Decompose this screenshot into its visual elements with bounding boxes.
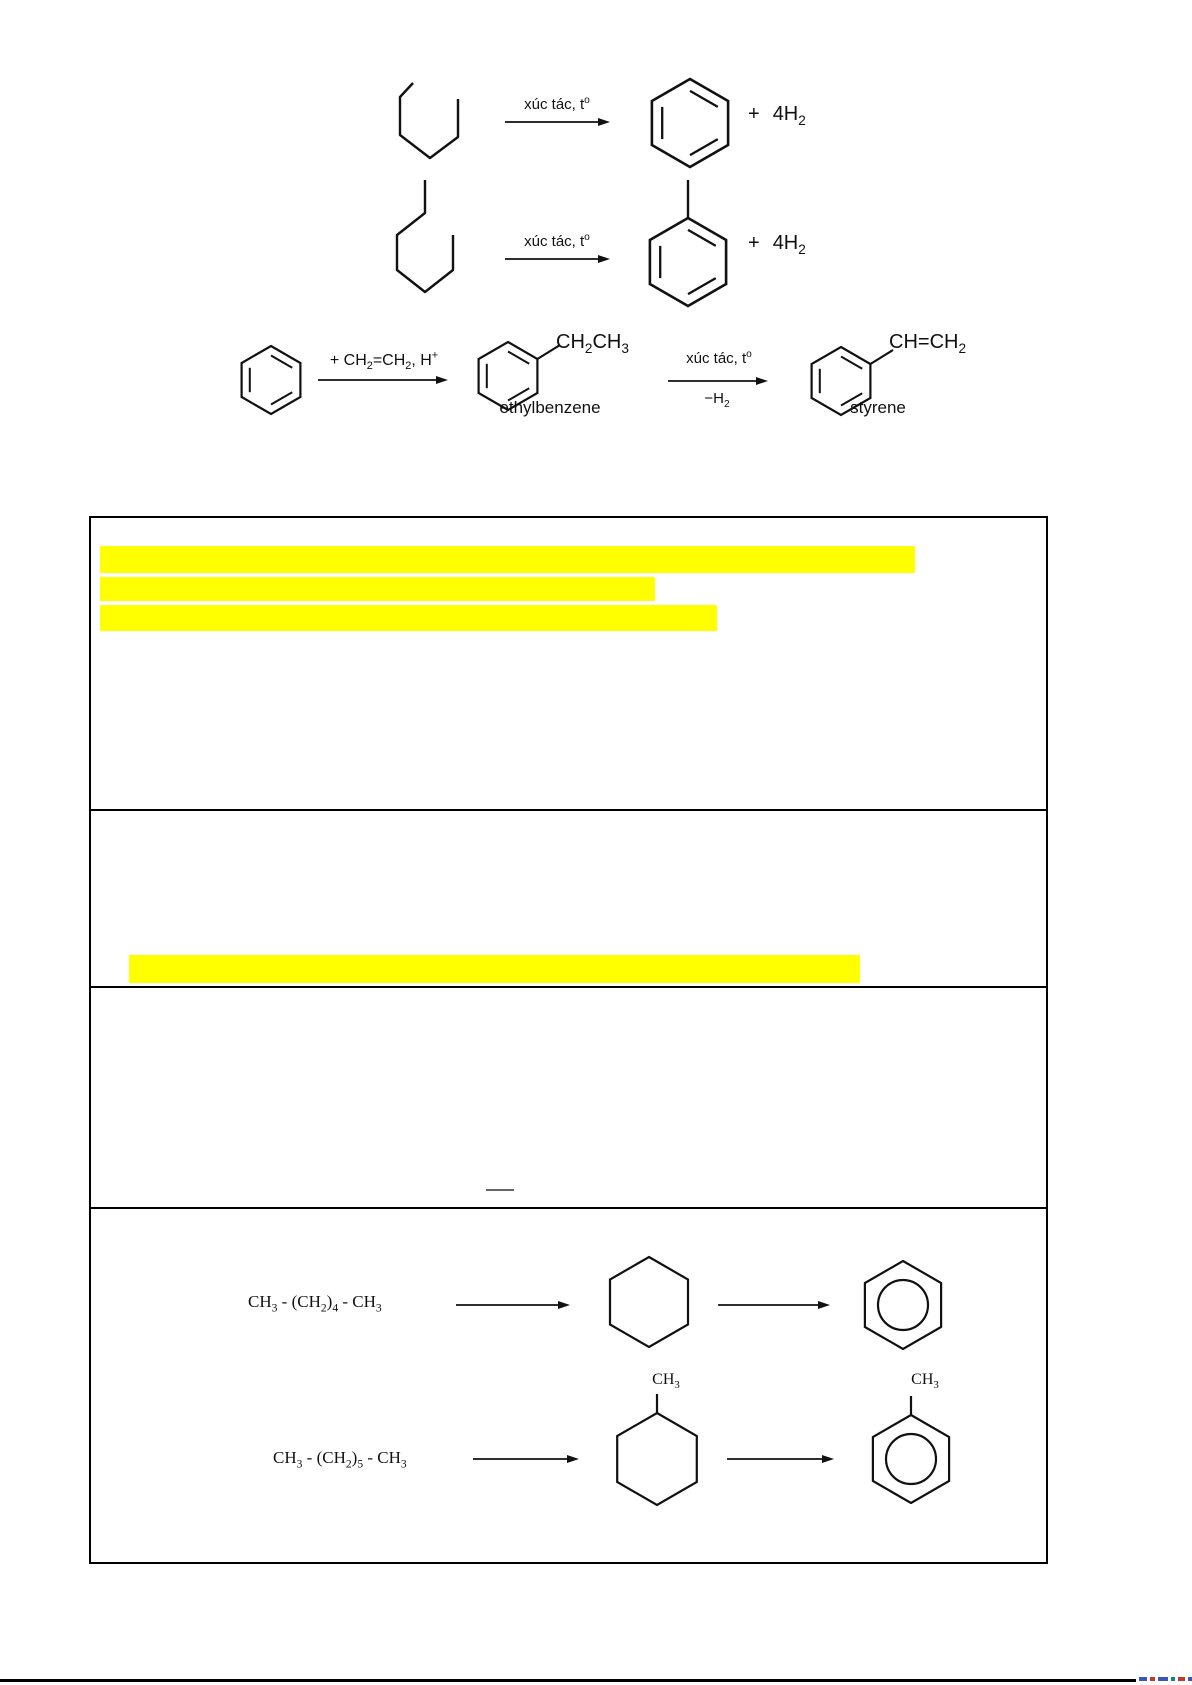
benzene-ring-icon: [234, 343, 308, 417]
reaction3-condition-label: xúc tác, $t^o$: [686, 349, 752, 367]
methyl-group-label: $CH_3$: [911, 1371, 939, 1392]
table-divider: [91, 986, 1046, 988]
highlight-bar: [100, 577, 655, 601]
short-dash-mark: [486, 1189, 514, 1191]
highlight-bar: [100, 605, 717, 631]
hydrogen-loss-label: $-H_2$: [704, 390, 730, 410]
ethylbenzene-name-label: ethylbenzene: [499, 398, 601, 417]
benzene-ring-icon: [642, 75, 738, 171]
dehydrogenation-arrow: [668, 375, 768, 387]
scheme-a-arrow-1: [456, 1299, 570, 1311]
reaction3-reagent-label: + $CH_2=CH_2$, H+: [329, 349, 439, 373]
reaction1-hydrogen-product: + $4H_2$: [748, 103, 806, 128]
reaction3-arrow: [318, 374, 448, 386]
plus-sign: +: [748, 103, 760, 125]
clipped-footer-text: [1139, 1677, 1192, 1681]
cyclohexane-icon: [601, 1254, 697, 1350]
heptane-skeleton-icon: [395, 178, 457, 296]
methylcyclohexane-icon: [609, 1390, 705, 1512]
scheme-b-arrow-2: [727, 1453, 834, 1465]
table-divider: [91, 809, 1046, 811]
ethyl-group-label: $CH_2CH_3$: [556, 331, 629, 356]
reaction2-arrow: [505, 253, 610, 265]
reaction2-hydrogen-product: + $4H_2$: [748, 232, 806, 257]
styrene-name-label: styrene: [850, 398, 906, 417]
heptane-formula: $CH_3 - (CH_2)_5 - CH_3$: [273, 1448, 407, 1471]
reaction1-arrow: [505, 116, 610, 128]
hexane-formula: $CH_3 - (CH_2)_4 - CH_3$: [248, 1292, 382, 1315]
highlight-bar: [100, 546, 915, 573]
toluene-circle-icon: [863, 1390, 959, 1504]
vinyl-group-label: $CH=CH_2$: [889, 331, 967, 356]
hexane-skeleton-icon: [396, 78, 462, 162]
plus-sign: +: [748, 232, 760, 254]
reaction1-condition-label: xúc tác, $t^o$: [524, 95, 590, 113]
table-divider: [91, 1207, 1046, 1209]
scheme-a-arrow-2: [718, 1299, 830, 1311]
methyl-group-label: $CH_3$: [652, 1371, 680, 1392]
reaction2-condition-label: xúc tác, $t^o$: [524, 232, 590, 250]
benzene-circle-icon: [855, 1257, 951, 1353]
toluene-icon: [640, 174, 736, 310]
footer-rule: [0, 1679, 1136, 1682]
highlight-bar: [129, 955, 860, 983]
scheme-b-arrow-1: [473, 1453, 579, 1465]
